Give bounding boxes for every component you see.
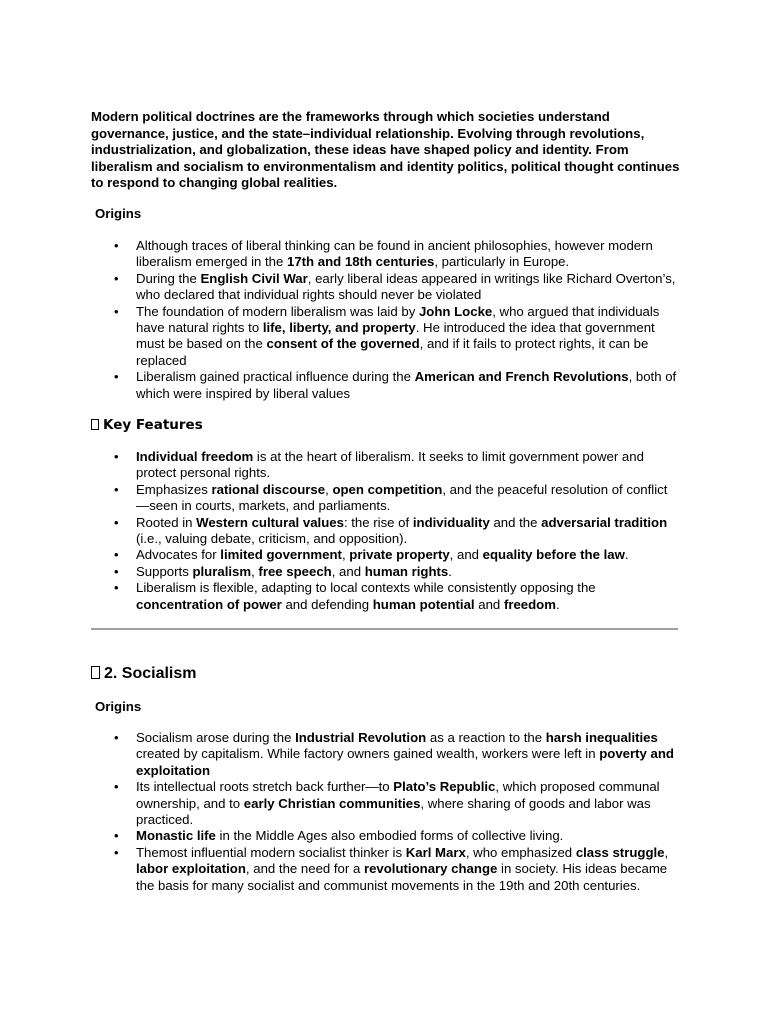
bold-text-run: rational discourse [211,481,326,497]
bullet-icon: • [114,828,119,844]
bullet-icon: • [114,449,119,464]
text-run: , and [331,563,365,579]
text-run: Advocates for [136,547,221,563]
bold-text-run: human rights [364,563,449,579]
bullet-icon: • [114,547,119,563]
bold-text-run: Monastic life [136,828,216,844]
text-run: Rooted in [136,514,197,530]
bold-text-run: poverty and exploitation [136,746,674,778]
bold-text-run: class struggle [575,844,665,860]
text-run: , particularly in Europe. [434,254,570,270]
bold-text-run: human potential [372,596,475,612]
text-run: , and the peaceful resolution of conflict—seen in courts, markets, and parliaments. [136,481,668,514]
bullet-icon: • [114,514,119,530]
list-item [0,482,680,515]
text-run: , and if it fails to protect rights, it can be replaced [136,336,649,368]
list-item [0,580,680,613]
bold-text-run: freedom [503,596,556,612]
bold-text-run: Individual freedom [136,449,254,464]
text-run: in the Middle Ages also embodied forms of collective living. [215,828,564,844]
text-run: . [624,547,629,563]
text-run: . [555,596,560,612]
bullet-icon: • [114,580,119,596]
bullet-icon: • [114,844,119,860]
bold-text-run: revolutionary change [363,861,498,877]
bold-text-run: Industrial Revolution [295,730,427,745]
key-features-heading-text: Key Features [103,417,203,433]
text-run: , [325,481,333,497]
bold-text-run: Karl Marx [405,844,466,860]
bold-text-run: harsh inequalities [545,730,658,745]
bold-text-run: adversarial tradition [541,514,668,530]
socialism-heading [91,664,197,684]
text-run: . He introduced the idea that government must be based on the [136,320,655,352]
text-run: as a reaction to the [426,730,546,745]
bold-text-run: English Civil War [200,270,308,286]
text-run: is at the heart of liberalism. It seeks to limit government power and protect personal rights. [136,449,644,481]
bullet-icon: • [114,563,119,579]
text-run: , who emphasized [465,844,576,860]
text-run: During the [136,270,201,286]
text-run: , and [449,547,483,563]
text-run: in society. His ideas became the basis for many socialist and communist movements in the 19th and 20th centuries. [136,861,668,893]
text-run: , which proposed communal ownership, and to [136,779,660,811]
text-run: Its intellectual roots stretch back further—to [136,779,394,795]
text-run: Liberalism is flexible, adapting to local contexts while consistently opposing the [136,580,596,596]
liberalism-origins-list [0,238,680,402]
bold-text-run: concentration of power [136,596,282,612]
bold-text-run: pluralism [192,563,252,579]
bullet-icon: • [114,303,119,319]
list-item [0,828,680,844]
list-item [0,547,680,563]
intro-paragraph: Modern political doctrines are the frameworks through which societies understand governance, justice, and the state–individual relationship. Evolving through revolutions, industrialization, and globalization, these ideas have shaped policy and identity. From liberalism and socialism to environmentalism and identity politics, political thought continues to respond to changing global realities. [91,109,680,190]
bold-text-run: John Locke [418,303,493,319]
bold-text-run: limited government [220,547,342,563]
text-run: , where sharing of goods and labor was practiced. [136,795,651,828]
bold-text-run: Plato’s Republic [393,779,496,795]
liberalism-origins-heading: Origins [95,206,142,221]
bold-text-run: consent of the governed [266,336,420,352]
text-run: , [341,547,350,563]
list-item [0,449,680,482]
list-item [0,271,680,304]
socialism-origins-heading: Origins [95,699,142,714]
bullet-icon: • [114,730,119,745]
socialism-heading-text: 2. Socialism [104,665,197,682]
bullet-icon: • [114,369,119,385]
list-item [0,564,680,580]
list-item [0,779,680,828]
text-run: , [251,563,259,579]
text-run: and defending [281,596,373,612]
text-run: (i.e., valuing debate, criticism, and opposition). [136,531,408,547]
bold-text-run: individuality [412,514,490,530]
bold-text-run: 17th and 18th centuries [287,254,435,270]
bold-text-run: Western cultural values [196,514,344,530]
text-run: Supports [136,563,193,579]
bold-text-run: life, liberty, and property [262,320,416,336]
bullet-icon: • [114,238,119,253]
bold-text-run: free speech [258,563,332,579]
text-run: , [664,844,669,860]
text-run: Liberalism gained practical influence during the [136,369,415,385]
bold-text-run: labor exploitation [136,861,246,877]
liberalism-features-list [0,449,680,613]
text-run: , both of which were inspired by liberal values [136,369,677,401]
missing-glyph-box-icon [91,419,99,430]
list-item [0,304,680,370]
text-run: . [448,563,452,579]
list-item [0,369,680,402]
list-item [0,238,680,271]
bold-text-run: private property [349,547,450,563]
bold-text-run: early Christian communities [243,795,421,811]
text-run: The foundation of modern liberalism was laid by [136,303,419,319]
bullet-icon: • [114,779,119,795]
bold-text-run: open competition [332,481,443,497]
list-item [0,845,680,894]
bullet-icon: • [114,270,119,286]
list-item [0,515,680,548]
text-run: and [474,596,504,612]
bold-text-run: equality before the law [482,547,625,563]
list-item [0,730,680,779]
text-run: , and the need for a [245,861,364,877]
text-run: , who argued that individuals have natural rights to [136,303,660,336]
text-run: , early liberal ideas appeared in writings like Richard Overton’s, who declared that individual rights should never be violated [136,270,676,303]
missing-glyph-box-icon [91,666,100,679]
socialism-origins-list [0,730,680,894]
text-run: and the [489,514,542,530]
text-run: : the rise of [343,514,413,530]
text-run: created by capitalism. While factory owners gained wealth, workers were left in [136,746,600,762]
bold-text-run: American and French Revolutions [414,369,629,385]
key-features-heading [91,416,203,434]
text-run: Socialism arose during the [136,730,296,745]
text-run: Although traces of liberal thinking can be found in ancient philosophies, however modern liberalism emerged in the [136,238,653,270]
text-run: Emphasizes [136,481,212,497]
text-run: Themost influential modern socialist thinker is [136,844,406,860]
bullet-icon: • [114,481,119,497]
section-divider [91,628,678,630]
